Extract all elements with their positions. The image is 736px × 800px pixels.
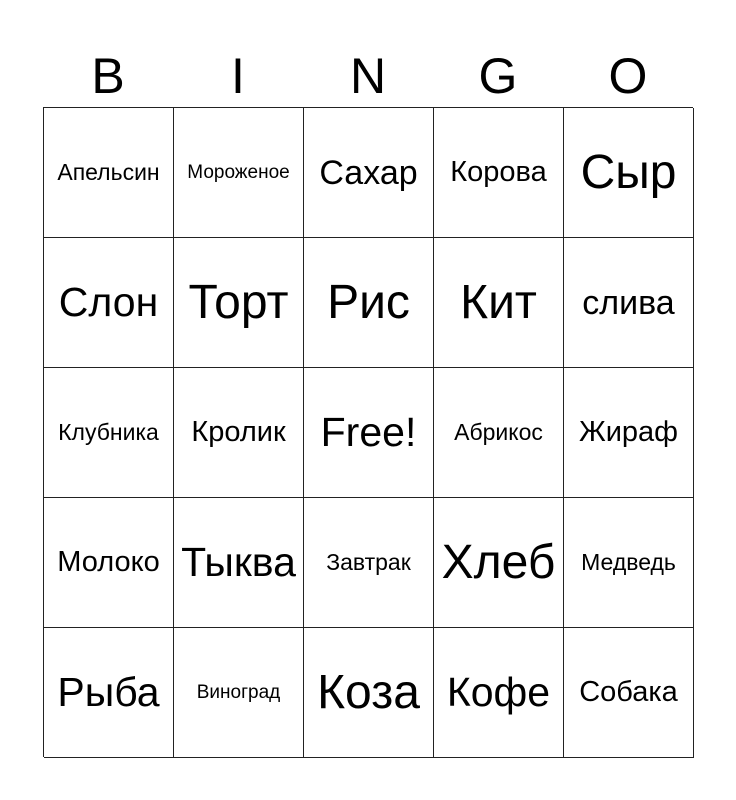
header-letter-b: B <box>91 48 125 104</box>
bingo-cell[interactable]: Рыба <box>44 628 174 758</box>
bingo-cell[interactable]: Коза <box>304 628 434 758</box>
bingo-cell[interactable]: Завтрак <box>304 498 434 628</box>
bingo-cell[interactable]: Клубника <box>44 368 174 498</box>
bingo-cell[interactable]: Сахар <box>304 108 434 238</box>
bingo-cell[interactable]: Медведь <box>564 498 694 628</box>
bingo-cell[interactable]: Кит <box>434 238 564 368</box>
bingo-cell[interactable]: Абрикос <box>434 368 564 498</box>
bingo-cell[interactable]: Апельсин <box>44 108 174 238</box>
bingo-cell[interactable]: Хлеб <box>434 498 564 628</box>
bingo-cell[interactable]: Жираф <box>564 368 694 498</box>
bingo-cell[interactable]: Виноград <box>174 628 304 758</box>
header-letter-o: O <box>608 48 648 104</box>
header-letter-n: N <box>349 48 387 104</box>
bingo-cell[interactable]: Тыква <box>174 498 304 628</box>
bingo-cell[interactable]: Кофе <box>434 628 564 758</box>
header-letter-i: I <box>231 48 245 104</box>
header-letter-g: G <box>478 48 518 104</box>
bingo-cell[interactable]: Корова <box>434 108 564 238</box>
bingo-board <box>43 107 693 757</box>
bingo-cell[interactable]: Сыр <box>564 108 694 238</box>
bingo-cell[interactable]: Мороженое <box>174 108 304 238</box>
bingo-cell[interactable]: Собака <box>564 628 694 758</box>
bingo-cell[interactable]: Рис <box>304 238 434 368</box>
bingo-cell[interactable]: слива <box>564 238 694 368</box>
bingo-cell-free[interactable]: Free! <box>304 368 434 498</box>
bingo-cell[interactable]: Торт <box>174 238 304 368</box>
bingo-header <box>43 46 693 106</box>
bingo-cell[interactable]: Молоко <box>44 498 174 628</box>
bingo-cell[interactable]: Слон <box>44 238 174 368</box>
bingo-cell[interactable]: Кролик <box>174 368 304 498</box>
